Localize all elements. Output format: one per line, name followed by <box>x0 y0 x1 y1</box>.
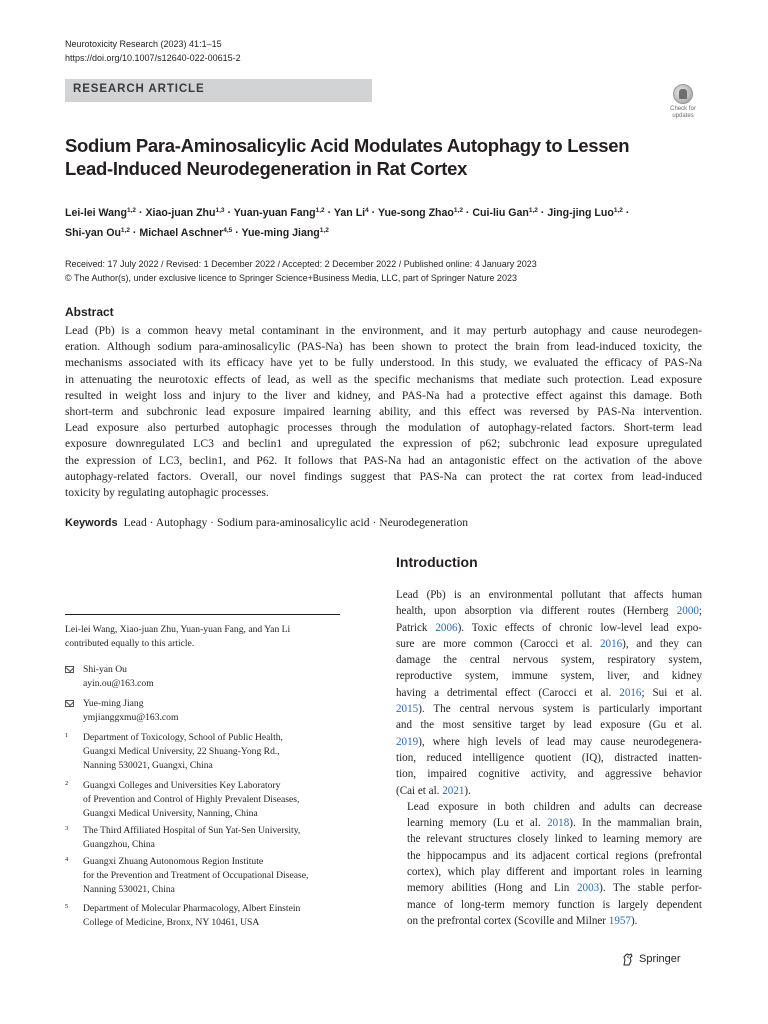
keywords <box>65 516 468 529</box>
introduction-heading: Introduction <box>396 554 478 570</box>
citation-link[interactable]: 2016 <box>599 637 623 650</box>
text-span: damage the central nervous system, respiratory system, <box>396 654 702 667</box>
text-line <box>396 685 702 701</box>
text-line <box>396 913 702 929</box>
author-affiliation-marker: 1,2 <box>613 207 623 214</box>
doi-link[interactable]: https://doi.org/10.1007/s12640-022-00615-2 <box>65 53 241 63</box>
affiliation-number: 2 <box>65 780 69 787</box>
text-span: cortex), which play different and important roles in learning <box>407 866 702 879</box>
author-separator: · <box>324 207 334 219</box>
text-span: having a detrimental effect (Carocci et al. <box>396 686 620 699</box>
text-span: Lead (Pb) is an environmental pollutant that affects human <box>396 589 702 601</box>
affiliation-line: Department of Molecular Pharmacology, Albert Einstein <box>83 903 301 914</box>
contact-name: Yue-ming Jiang <box>83 698 144 709</box>
contact-email[interactable]: ymjianggxmu@163.com <box>83 712 179 723</box>
citation-link[interactable]: 1957 <box>608 914 631 927</box>
text-line <box>396 701 702 717</box>
text-span: tion, reduced intelligence quotient (IQ), distracted inatten- <box>396 751 702 764</box>
citation-link[interactable]: 2019 <box>396 735 419 748</box>
affiliation-line: Nanning 530021, Guangxi, China <box>83 760 213 771</box>
publication-dates <box>65 257 537 285</box>
text-span: tion, impaired cognitive activity, and aggressive behavior <box>396 768 702 781</box>
author-separator: · <box>537 207 548 219</box>
text-line <box>396 587 702 603</box>
text-line <box>396 620 702 636</box>
citation-link[interactable]: 2000 <box>676 605 699 618</box>
title-line: Lead-Induced Neurodegeneration in Rat Cortex <box>65 158 468 179</box>
text-line <box>396 864 702 880</box>
note-line: contributed equally to this article. <box>65 638 195 649</box>
corresponding-author <box>65 663 265 691</box>
affiliation-line: Guangxi Zhuang Autonomous Region Institute <box>83 856 264 867</box>
author-name[interactable]: Lei-lei Wang <box>65 207 127 219</box>
text-span: (Cai et al. <box>396 784 443 797</box>
author-affiliation-marker: 1,2 <box>453 207 463 214</box>
affiliation-line: for the Prevention and Treatment of Occupational Disease, <box>83 870 309 881</box>
affiliation <box>65 855 385 897</box>
citation-link[interactable]: 2021 <box>442 784 465 797</box>
abstract-heading: Abstract <box>65 305 114 319</box>
text-line <box>396 848 702 864</box>
affiliation-line: The Third Affiliated Hospital of Sun Yat-Sen University, <box>83 825 301 836</box>
citation-link[interactable]: 2018 <box>547 817 570 830</box>
abstract-line: Lead exposure also perturbed autophagic processes through the modulation of autophagy-related factors. Short-term lead <box>65 421 702 435</box>
text-line <box>396 766 702 782</box>
text-span: ), and they can <box>622 637 702 650</box>
text-line <box>396 603 702 619</box>
author-name[interactable]: Yue-ming Jiang <box>241 227 320 239</box>
author-affiliation-marker: 1,3 <box>215 207 225 214</box>
check-for-updates-badge[interactable] <box>663 84 703 124</box>
text-span: ). <box>630 914 638 927</box>
springer-label: Springer <box>639 953 681 965</box>
introduction-paragraph <box>396 587 702 799</box>
text-line <box>396 668 702 684</box>
text-span: sure are more common (Carocci et al. <box>396 637 600 650</box>
affiliation-line: Guangxi Medical University, Nanning, China <box>83 808 258 819</box>
keywords-text: Lead · Autophagy · Sodium para-aminosalicylic acid · Neurodegeneration <box>123 516 469 529</box>
affiliation-line: Guangxi Medical University, 22 Shuang-Yong Rd., <box>83 746 280 757</box>
author-affiliation-marker: 1,2 <box>528 207 538 214</box>
affiliation-number: 1 <box>65 732 69 739</box>
author-affiliation-marker: 1,2 <box>319 227 329 234</box>
author-list <box>65 202 705 242</box>
author-affiliation-marker: 1,2 <box>127 207 137 214</box>
author-separator: · <box>368 207 378 219</box>
note-line: Lei-lei Wang, Xiao-juan Zhu, Yuan-yuan Fang, and Yan Li <box>65 624 291 635</box>
author-line <box>65 222 705 242</box>
history-dates: Received: 17 July 2022 / Revised: 1 December 2022 / Accepted: 2 December 2022 / Published online: 4 January 2023 <box>65 259 537 269</box>
text-span: on the prefrontal cortex (Scoville and Milner <box>407 914 609 927</box>
text-line <box>396 799 702 815</box>
text-line <box>396 750 702 766</box>
author-affiliation-marker: 4,5 <box>223 227 233 234</box>
check-updates-label: Check for updates <box>670 106 696 119</box>
affiliation <box>65 779 385 821</box>
copyright-notice: © The Author(s), under exclusive licence to Springer Science+Business Media, LLC, part of Springer Nature 2023 <box>65 273 517 283</box>
citation-link[interactable]: 2016 <box>619 686 642 699</box>
text-span: the hippocampus and its adjacent cortical regions (prefrontal <box>407 849 702 862</box>
article-type-banner <box>65 79 372 102</box>
text-span: ), where high levels of lead may cause neurodegenera- <box>418 735 702 748</box>
abstract-body <box>65 323 702 501</box>
text-span: ; Sui et al. <box>641 686 702 699</box>
author-name[interactable]: Yuan-yuan Fang <box>233 207 316 219</box>
abstract-line: short-term and subchronic lead exposure impaired learning ability, and this effect was reversed by PAS-Na intervention. <box>65 405 702 419</box>
envelope-icon <box>65 666 74 673</box>
affiliation-number: 5 <box>65 903 69 910</box>
author-separator: · <box>622 207 630 219</box>
text-line <box>396 831 702 847</box>
author-separator: · <box>136 207 146 219</box>
author-affiliation-marker: 1,2 <box>315 207 325 214</box>
text-span: health, upon absorption via different routes (Hernberg <box>396 605 677 618</box>
abstract-line: eration. Although sodium para-aminosalicylic (PAS-Na) has been shown to protect the brain from lead-induced toxicity, the <box>65 340 702 354</box>
text-span: ). Toxic effects of chronic low-level lead expo- <box>457 621 703 634</box>
author-line <box>65 202 705 222</box>
text-span: memory abilities (Hong and Lin <box>407 882 577 895</box>
corresponding-author <box>65 697 265 725</box>
text-span: ). The central nervous system is particularly important <box>418 703 702 716</box>
springer-horse-icon <box>622 953 634 966</box>
abstract-line: resulted in weight loss and injury to the liver and kidney, and PAS-Na had a protective effect against this damage. Both <box>65 388 702 402</box>
keywords-label: Keywords <box>65 517 118 529</box>
affiliation <box>65 731 385 773</box>
author-name[interactable]: Cui-liu Gan <box>472 207 529 219</box>
contact-name: Shi-yan Ou <box>83 664 127 675</box>
abstract-line: mechanisms associated with its efficacy have yet to be fully understood. In this study, we evaluated the efficacy of PAS-Na <box>65 356 702 370</box>
text-line <box>396 717 702 733</box>
text-span: ). In the mammalian brain, <box>569 817 702 830</box>
author-name[interactable]: Yan Li <box>333 207 366 219</box>
affiliation-line: Nanning 530021, China <box>83 884 175 895</box>
affiliation-line: Guangxi Colleges and Universities Key Laboratory <box>83 780 281 791</box>
author-separator: · <box>224 207 234 219</box>
affiliation-line: of Prevention and Control of Highly Prevalent Diseases, <box>83 794 300 805</box>
author-name[interactable]: Jing-jing Luo <box>547 207 614 219</box>
text-line <box>396 880 702 896</box>
affiliation-line: Guangzhou, China <box>83 839 155 850</box>
envelope-icon <box>65 700 74 707</box>
title-line: Sodium Para-Aminosalicylic Acid Modulates Autophagy to Lessen <box>65 135 630 156</box>
abstract-line: toxicity by regulating autophagic processes. <box>65 486 269 500</box>
text-span: Lead exposure in both children and adults can decrease <box>407 800 702 813</box>
article-title <box>65 134 665 180</box>
text-span: ). The stable perfor- <box>599 882 702 895</box>
author-name[interactable]: Xiao-juan Zhu <box>145 207 216 219</box>
text-line <box>396 734 702 750</box>
author-name[interactable]: Michael Aschner <box>139 227 224 239</box>
author-affiliation-marker: 4 <box>365 207 369 214</box>
abstract-line: autophagy-related factors. Overall, our novel findings suggest that PAS-Na can protect the rat cortex from lead-induced <box>65 469 702 483</box>
abstract-line: exposure downregulated LC3 and beclin1 and upregulated the expression of p62; subchronic lead exposure upregulated <box>65 437 702 451</box>
citation-link[interactable]: 2015 <box>396 703 419 716</box>
author-affiliation-marker: 1,2 <box>120 227 130 234</box>
text-line <box>396 897 702 913</box>
text-span: learning memory (Lu et al. <box>407 817 548 830</box>
text-span: Patrick <box>396 621 436 634</box>
author-separator: · <box>129 227 140 239</box>
text-span: reproductive system, immune system, liver, and kidney <box>396 670 702 683</box>
text-span: and the most sensitive target by lead exposure (Gu et al. <box>396 719 702 732</box>
author-name[interactable]: Yue-song Zhao <box>377 207 454 219</box>
affiliation-line: Department of Toxicology, School of Public Health, <box>83 732 283 743</box>
citation-link[interactable]: 2003 <box>576 882 600 895</box>
equal-contribution-note <box>65 623 345 651</box>
text-line <box>396 652 702 668</box>
abstract-line: in attenuating the neurotoxic effects of lead, as well as the specific mechanisms that mediate such protection. Lead exposure <box>65 372 702 386</box>
text-span: the relevant structures closely linked to learning memory are <box>407 833 702 846</box>
text-line <box>396 783 702 799</box>
check-updates-icon <box>673 84 693 104</box>
affiliation-number: 3 <box>65 825 69 832</box>
text-line <box>396 636 702 652</box>
text-span: mance of long-term memory function is largely dependent <box>407 898 702 911</box>
affiliation <box>65 824 385 852</box>
affiliation <box>65 902 385 930</box>
citation-link[interactable]: 2006 <box>435 621 458 634</box>
author-name[interactable]: Shi-yan Ou <box>65 227 121 239</box>
text-span: ; <box>698 605 702 618</box>
contact-email[interactable]: ayin.ou@163.com <box>83 678 154 689</box>
introduction-paragraph <box>396 799 702 929</box>
text-line <box>396 815 702 831</box>
affiliation-number: 4 <box>65 856 69 863</box>
footnote-divider <box>65 614 340 615</box>
journal-citation: Neurotoxicity Research (2023) 41:1–15 <box>65 39 222 49</box>
abstract-line: Lead (Pb) is a common heavy metal contaminant in the environment, and it may perturb autophagy and cause neurodegen- <box>65 324 702 337</box>
article-type-label: RESEARCH ARTICLE <box>73 83 205 95</box>
abstract-line: the expression of LC3, beclin1, and P62. It follows that PAS-Na had an antagonistic effect on the activation of the above <box>65 453 702 467</box>
springer-logo <box>622 952 707 968</box>
introduction-body <box>396 587 702 929</box>
author-separator: · <box>232 227 242 239</box>
author-separator: · <box>462 207 473 219</box>
text-span: ). <box>464 784 471 797</box>
affiliation-line: College of Medicine, Bronx, NY 10461, USA <box>83 917 260 928</box>
